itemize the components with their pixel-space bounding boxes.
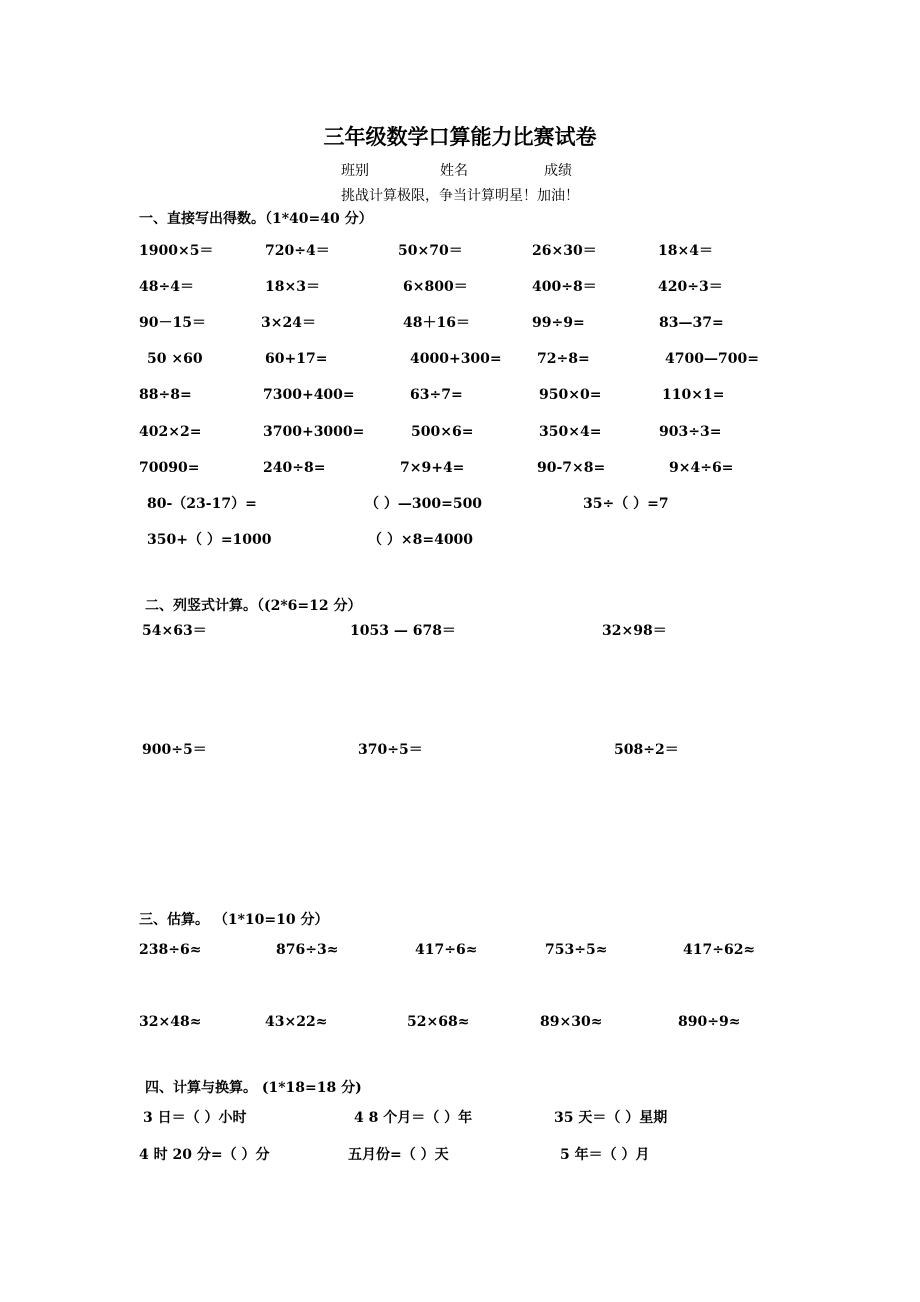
problem: 89×30≈ bbox=[540, 1014, 603, 1030]
problem: 400÷8＝ bbox=[532, 279, 597, 295]
problem: 43×22≈ bbox=[265, 1014, 328, 1030]
problem: 35 天＝（ ）星期 bbox=[554, 1110, 668, 1126]
problem: 4 时 20 分=（ ）分 bbox=[139, 1147, 270, 1163]
problem: 9×4÷6= bbox=[669, 460, 734, 476]
problem: 900÷5＝ bbox=[142, 742, 207, 758]
problem: 508÷2＝ bbox=[614, 742, 679, 758]
problem: 417÷62≈ bbox=[683, 942, 756, 958]
problem: 238÷6≈ bbox=[139, 942, 202, 958]
problem: 110×1= bbox=[662, 387, 725, 403]
problem: 753÷5≈ bbox=[545, 942, 608, 958]
problem: 240÷8= bbox=[263, 460, 326, 476]
page-title: 三年级数学口算能力比赛试卷 bbox=[323, 124, 597, 149]
problem: 4000+300= bbox=[410, 351, 502, 367]
problem: 1900×5＝ bbox=[139, 243, 214, 259]
problem: 370÷5＝ bbox=[358, 742, 423, 758]
problem: （ ）×8=4000 bbox=[368, 532, 474, 548]
problem: 420÷3＝ bbox=[658, 279, 723, 295]
problem: 950×0= bbox=[539, 387, 602, 403]
problem: 63÷7= bbox=[410, 387, 463, 403]
problem: 4 8 个月＝（ ）年 bbox=[354, 1110, 473, 1126]
problem: 1053 — 678＝ bbox=[350, 623, 456, 639]
problem: 5 年＝（ ）月 bbox=[560, 1147, 650, 1163]
section2-heading: 二、列竖式计算。（(2*6=12 分） bbox=[145, 598, 362, 614]
problem: 83—37= bbox=[659, 315, 724, 331]
problem: 18×4＝ bbox=[658, 243, 713, 259]
problem: 35÷（ ）=7 bbox=[583, 496, 669, 512]
problem: 7300+400= bbox=[263, 387, 355, 403]
problem: 402×2= bbox=[139, 424, 202, 440]
class-label: 班别 bbox=[341, 163, 369, 179]
problem: 18×3＝ bbox=[265, 279, 320, 295]
problem: 50×70＝ bbox=[398, 243, 463, 259]
problem: 54×63＝ bbox=[142, 623, 207, 639]
problem: 52×68≈ bbox=[407, 1014, 470, 1030]
problem: 48＋16＝ bbox=[403, 315, 470, 331]
section4-heading: 四、计算与换算。 (1*18=18 分) bbox=[145, 1080, 362, 1096]
problem: 48÷4＝ bbox=[139, 279, 194, 295]
problem: （ ）—300=500 bbox=[365, 496, 483, 512]
problem: 350+（ ）=1000 bbox=[147, 532, 272, 548]
problem: 876÷3≈ bbox=[276, 942, 339, 958]
problem: 60+17= bbox=[265, 351, 328, 367]
problem: 3700+3000= bbox=[263, 424, 365, 440]
problem: 26×30＝ bbox=[532, 243, 597, 259]
problem: 88÷8= bbox=[139, 387, 192, 403]
problem: 99÷9= bbox=[532, 315, 585, 331]
section1-heading: 一、直接写出得数。（1*40=40 分） bbox=[139, 211, 373, 227]
problem: 6×800＝ bbox=[403, 279, 468, 295]
problem: 80-（23-17）= bbox=[147, 496, 257, 512]
section3-heading: 三、估算。 （1*10=10 分） bbox=[139, 912, 329, 928]
problem: 417÷6≈ bbox=[415, 942, 478, 958]
problem: 903÷3= bbox=[659, 424, 722, 440]
problem: 350×4= bbox=[539, 424, 602, 440]
score-label: 成绩 bbox=[544, 163, 572, 179]
problem: 4700—700= bbox=[665, 351, 759, 367]
name-label: 姓名 bbox=[440, 163, 468, 179]
problem: 32×98＝ bbox=[602, 623, 667, 639]
problem: 7×9+4= bbox=[400, 460, 465, 476]
slogan: 挑战计算极限，争当计算明星！加油！ bbox=[341, 188, 579, 204]
problem: 32×48≈ bbox=[139, 1014, 202, 1030]
problem: 70090= bbox=[139, 460, 200, 476]
problem: 五月份=（ ）天 bbox=[348, 1147, 449, 1163]
problem: 3×24＝ bbox=[261, 315, 316, 331]
problem: 720÷4＝ bbox=[265, 243, 330, 259]
problem: 90-7×8= bbox=[537, 460, 606, 476]
problem: 72÷8= bbox=[537, 351, 590, 367]
problem: 3 日＝（ ）小时 bbox=[143, 1110, 247, 1126]
problem: 90－15＝ bbox=[139, 315, 206, 331]
problem: 500×6= bbox=[411, 424, 474, 440]
problem: 50 ×60 bbox=[147, 351, 203, 367]
problem: 890÷9≈ bbox=[678, 1014, 741, 1030]
